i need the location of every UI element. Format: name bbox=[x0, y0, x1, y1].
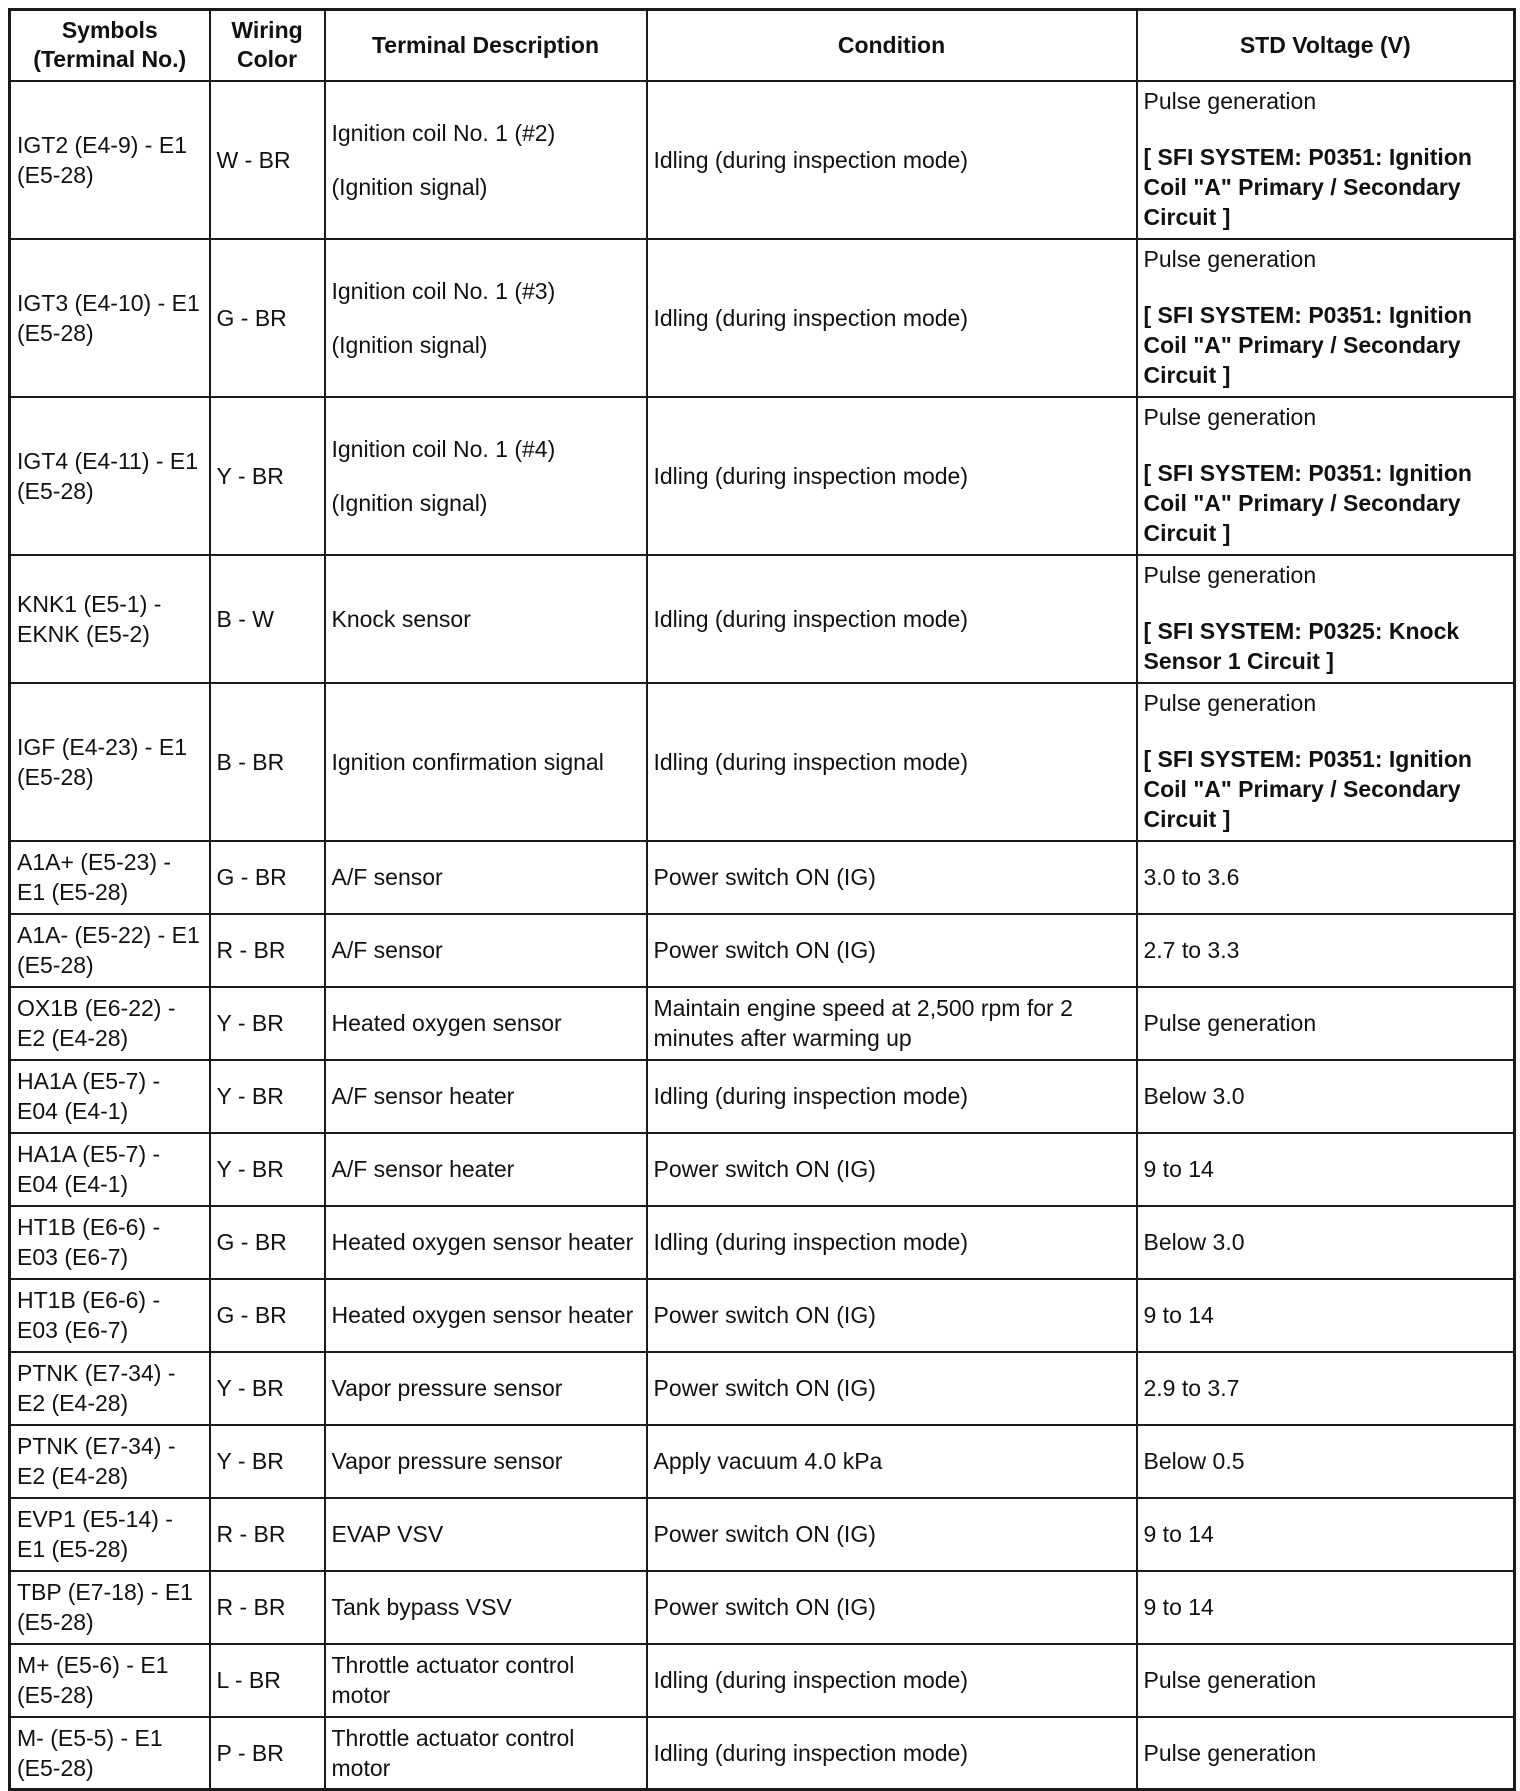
cell-wiring: G - BR bbox=[210, 1206, 325, 1279]
cell-symbol: A1A- (E5-22) - E1 (E5-28) bbox=[10, 914, 210, 987]
cell-symbol: HA1A (E5-7) - E04 (E4-1) bbox=[10, 1133, 210, 1206]
cell-voltage bbox=[1137, 397, 1515, 555]
header-wiring-color: Wiring Color bbox=[210, 10, 325, 81]
cell-wiring: W - BR bbox=[210, 81, 325, 239]
cell-wiring: G - BR bbox=[210, 239, 325, 397]
cell-wiring: Y - BR bbox=[210, 1060, 325, 1133]
cell-voltage bbox=[1137, 555, 1515, 683]
cell-voltage: 9 to 14 bbox=[1137, 1133, 1515, 1206]
reference-link[interactable]: [ SFI SYSTEM: P0351: Ignition Coil "A" Primary / Secondary Circuit ] bbox=[1143, 301, 1472, 388]
cell-symbol: HA1A (E5-7) - E04 (E4-1) bbox=[10, 1060, 210, 1133]
header-condition: Condition bbox=[647, 10, 1137, 81]
cell-description bbox=[325, 239, 647, 397]
cell-condition: Idling (during inspection mode) bbox=[647, 1206, 1137, 1279]
description-line-1: Ignition coil No. 1 (#4) bbox=[331, 435, 556, 462]
description-line-2: (Ignition signal) bbox=[331, 173, 488, 200]
cell-symbol: M- (E5-5) - E1 (E5-28) bbox=[10, 1717, 210, 1790]
reference-link[interactable]: [ SFI SYSTEM: P0351: Ignition Coil "A" Primary / Secondary Circuit ] bbox=[1143, 745, 1472, 832]
cell-wiring: Y - BR bbox=[210, 1425, 325, 1498]
cell-condition: Power switch ON (IG) bbox=[647, 1571, 1137, 1644]
cell-voltage bbox=[1137, 81, 1515, 239]
cell-symbol: TBP (E7-18) - E1 (E5-28) bbox=[10, 1571, 210, 1644]
voltage-value: Pulse generation bbox=[1143, 245, 1317, 272]
description-line-2: (Ignition signal) bbox=[331, 331, 488, 358]
reference-link[interactable]: [ SFI SYSTEM: P0325: Knock Sensor 1 Circuit ] bbox=[1143, 617, 1460, 674]
cell-symbol: M+ (E5-6) - E1 (E5-28) bbox=[10, 1644, 210, 1717]
cell-condition: Idling (during inspection mode) bbox=[647, 555, 1137, 683]
cell-symbol: IGT2 (E4-9) - E1 (E5-28) bbox=[10, 81, 210, 239]
table-row bbox=[10, 1717, 1515, 1790]
table-row bbox=[10, 397, 1515, 555]
cell-wiring: R - BR bbox=[210, 1498, 325, 1571]
cell-voltage: 9 to 14 bbox=[1137, 1279, 1515, 1352]
cell-description: Throttle actuator control motor bbox=[325, 1717, 647, 1790]
table-row bbox=[10, 914, 1515, 987]
header-std-voltage: STD Voltage (V) bbox=[1137, 10, 1515, 81]
cell-condition: Idling (during inspection mode) bbox=[647, 1644, 1137, 1717]
table-row bbox=[10, 987, 1515, 1060]
table-row bbox=[10, 1206, 1515, 1279]
table-row bbox=[10, 1425, 1515, 1498]
description-line-2: (Ignition signal) bbox=[331, 489, 488, 516]
cell-symbol: EVP1 (E5-14) - E1 (E5-28) bbox=[10, 1498, 210, 1571]
cell-condition: Idling (during inspection mode) bbox=[647, 1060, 1137, 1133]
cell-condition: Maintain engine speed at 2,500 rpm for 2 minutes after warming up bbox=[647, 987, 1137, 1060]
cell-condition: Power switch ON (IG) bbox=[647, 841, 1137, 914]
cell-wiring: Y - BR bbox=[210, 1133, 325, 1206]
cell-description: Throttle actuator control motor bbox=[325, 1644, 647, 1717]
cell-description: Heated oxygen sensor bbox=[325, 987, 647, 1060]
cell-condition: Power switch ON (IG) bbox=[647, 1279, 1137, 1352]
cell-condition: Idling (during inspection mode) bbox=[647, 1717, 1137, 1790]
cell-symbol: OX1B (E6-22) - E2 (E4-28) bbox=[10, 987, 210, 1060]
table-row bbox=[10, 1133, 1515, 1206]
table-row bbox=[10, 683, 1515, 841]
cell-wiring: B - BR bbox=[210, 683, 325, 841]
table-row bbox=[10, 81, 1515, 239]
cell-voltage: Pulse generation bbox=[1137, 1717, 1515, 1790]
header-row bbox=[10, 10, 1515, 81]
cell-symbol: HT1B (E6-6) - E03 (E6-7) bbox=[10, 1206, 210, 1279]
cell-symbol: IGT4 (E4-11) - E1 (E5-28) bbox=[10, 397, 210, 555]
cell-wiring: Y - BR bbox=[210, 1352, 325, 1425]
voltage-value: Pulse generation bbox=[1143, 561, 1317, 588]
cell-wiring: B - W bbox=[210, 555, 325, 683]
cell-wiring: P - BR bbox=[210, 1717, 325, 1790]
table-row bbox=[10, 1644, 1515, 1717]
cell-condition: Power switch ON (IG) bbox=[647, 1352, 1137, 1425]
table-row bbox=[10, 1571, 1515, 1644]
cell-description: Vapor pressure sensor bbox=[325, 1352, 647, 1425]
cell-description: A/F sensor heater bbox=[325, 1060, 647, 1133]
cell-condition: Idling (during inspection mode) bbox=[647, 239, 1137, 397]
cell-voltage: Below 3.0 bbox=[1137, 1060, 1515, 1133]
cell-description: Heated oxygen sensor heater bbox=[325, 1279, 647, 1352]
cell-condition: Idling (during inspection mode) bbox=[647, 81, 1137, 239]
cell-symbol: IGT3 (E4-10) - E1 (E5-28) bbox=[10, 239, 210, 397]
cell-description bbox=[325, 397, 647, 555]
cell-symbol: PTNK (E7-34) - E2 (E4-28) bbox=[10, 1352, 210, 1425]
cell-description: A/F sensor heater bbox=[325, 1133, 647, 1206]
cell-condition: Power switch ON (IG) bbox=[647, 1498, 1137, 1571]
reference-link[interactable]: [ SFI SYSTEM: P0351: Ignition Coil "A" Primary / Secondary Circuit ] bbox=[1143, 459, 1472, 546]
voltage-value: Pulse generation bbox=[1143, 87, 1317, 114]
cell-description bbox=[325, 81, 647, 239]
table-row bbox=[10, 1279, 1515, 1352]
cell-voltage: Pulse generation bbox=[1137, 987, 1515, 1060]
cell-wiring: R - BR bbox=[210, 914, 325, 987]
table-row bbox=[10, 1498, 1515, 1571]
voltage-value: Pulse generation bbox=[1143, 689, 1317, 716]
cell-voltage bbox=[1137, 239, 1515, 397]
cell-symbol: A1A+ (E5-23) - E1 (E5-28) bbox=[10, 841, 210, 914]
terminal-voltage-table bbox=[8, 8, 1516, 1791]
cell-description: EVAP VSV bbox=[325, 1498, 647, 1571]
description-line-1: Ignition coil No. 1 (#2) bbox=[331, 119, 556, 146]
reference-link[interactable]: [ SFI SYSTEM: P0351: Ignition Coil "A" Primary / Secondary Circuit ] bbox=[1143, 143, 1472, 230]
cell-description: Heated oxygen sensor heater bbox=[325, 1206, 647, 1279]
cell-voltage: 2.7 to 3.3 bbox=[1137, 914, 1515, 987]
cell-wiring: G - BR bbox=[210, 1279, 325, 1352]
cell-voltage: Pulse generation bbox=[1137, 1644, 1515, 1717]
cell-voltage: 9 to 14 bbox=[1137, 1498, 1515, 1571]
table-row bbox=[10, 1352, 1515, 1425]
cell-voltage bbox=[1137, 683, 1515, 841]
cell-symbol: HT1B (E6-6) - E03 (E6-7) bbox=[10, 1279, 210, 1352]
cell-condition: Power switch ON (IG) bbox=[647, 1133, 1137, 1206]
table-row bbox=[10, 239, 1515, 397]
cell-wiring: Y - BR bbox=[210, 987, 325, 1060]
description-line-1: Ignition coil No. 1 (#3) bbox=[331, 277, 556, 304]
cell-wiring: R - BR bbox=[210, 1571, 325, 1644]
table-row bbox=[10, 1060, 1515, 1133]
cell-description: Knock sensor bbox=[325, 555, 647, 683]
cell-condition: Apply vacuum 4.0 kPa bbox=[647, 1425, 1137, 1498]
cell-symbol: PTNK (E7-34) - E2 (E4-28) bbox=[10, 1425, 210, 1498]
cell-voltage: 9 to 14 bbox=[1137, 1571, 1515, 1644]
cell-description: Ignition confirmation signal bbox=[325, 683, 647, 841]
cell-voltage: Below 3.0 bbox=[1137, 1206, 1515, 1279]
cell-condition: Idling (during inspection mode) bbox=[647, 397, 1137, 555]
cell-voltage: 2.9 to 3.7 bbox=[1137, 1352, 1515, 1425]
header-symbols: Symbols (Terminal No.) bbox=[10, 10, 210, 81]
cell-wiring: L - BR bbox=[210, 1644, 325, 1717]
cell-symbol: KNK1 (E5-1) - EKNK (E5-2) bbox=[10, 555, 210, 683]
table-row bbox=[10, 841, 1515, 914]
voltage-value: Pulse generation bbox=[1143, 403, 1317, 430]
cell-condition: Power switch ON (IG) bbox=[647, 914, 1137, 987]
cell-description: Vapor pressure sensor bbox=[325, 1425, 647, 1498]
cell-voltage: Below 0.5 bbox=[1137, 1425, 1515, 1498]
cell-wiring: Y - BR bbox=[210, 397, 325, 555]
cell-condition: Idling (during inspection mode) bbox=[647, 683, 1137, 841]
cell-symbol: IGF (E4-23) - E1 (E5-28) bbox=[10, 683, 210, 841]
cell-description: Tank bypass VSV bbox=[325, 1571, 647, 1644]
cell-description: A/F sensor bbox=[325, 914, 647, 987]
header-terminal-description: Terminal Description bbox=[325, 10, 647, 81]
table-row bbox=[10, 555, 1515, 683]
cell-voltage: 3.0 to 3.6 bbox=[1137, 841, 1515, 914]
cell-description: A/F sensor bbox=[325, 841, 647, 914]
cell-wiring: G - BR bbox=[210, 841, 325, 914]
